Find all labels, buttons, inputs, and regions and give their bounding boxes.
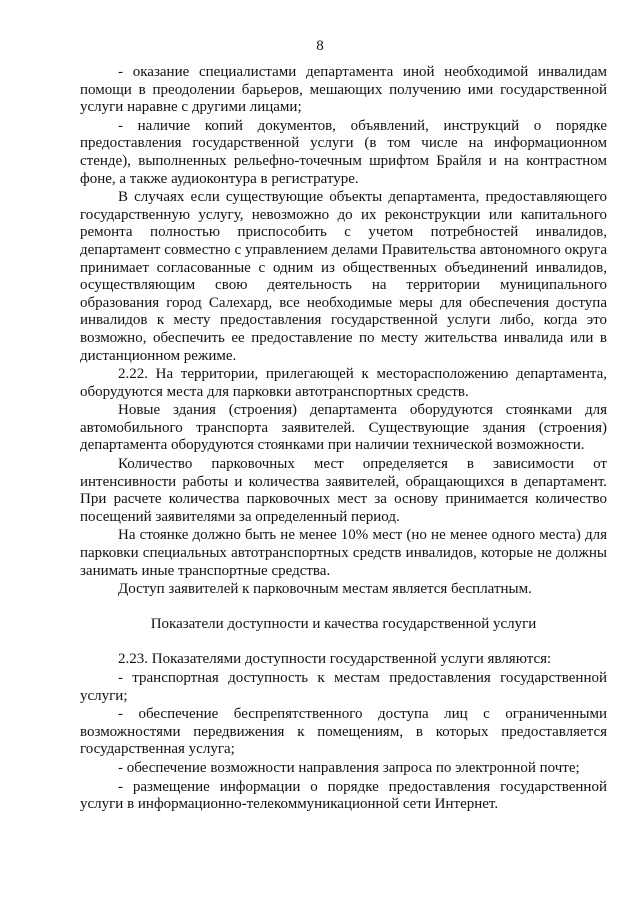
paragraph-disabled-parking: На стоянке должно быть не менее 10% мест (но не менее одного места) для парковки специальных автотранспортных средств инвалидов, которые не должны занимать иные транспортные средства. xyxy=(80,527,607,579)
paragraph-internet-info: - размещение информации о порядке предоставления государственной услуги в информационно-телекоммуникационной сети Интернет. xyxy=(80,778,607,813)
section-heading: Показатели доступности и качества государственной услуги xyxy=(150,615,537,632)
paragraph-parking-count: Количество парковочных мест определяется в зависимости от интенсивности работы и количества заявителей, обращающихся в департамент. При расчете количества парковочных мест за основу принимается количество посещений заявителями за определенный период. xyxy=(80,456,607,525)
paragraph-free-parking: Доступ заявителей к парковочным местам является бесплатным. xyxy=(118,581,532,598)
paragraph-email-requests: - обеспечение возможности направления запроса по электронной почте; xyxy=(118,759,580,776)
page-number: 8 xyxy=(316,38,324,54)
document-body xyxy=(80,64,607,814)
paragraph-braille-copies: - наличие копий документов, объявлений, инструкций о порядке предоставления государственной услуги (в том числе на информационном стенде), выполненных рельефно-точечным шрифтом Брайля и на контрастном фоне, а также аудиоконтура в регистратуре. xyxy=(80,117,607,187)
paragraph-2-23-indicators: 2.23. Показателями доступности государственной услуги являются: xyxy=(118,651,552,668)
paragraph-2-22-parking: 2.22. На территории, прилегающей к месторасположению департамента, оборудуются места для парковки автотранспортных средств. xyxy=(80,366,607,400)
paragraph-transport-access: - транспортная доступность к местам предоставления государственной услуги; xyxy=(80,670,607,704)
paragraph-accessibility-measures: В случаях если существующие объекты департамента, предоставляющего государственную услугу, невозможно до их реконструкции или капитального ремонта полностью приспособить с учетом потребностей инвалидов, департамент совместно с управлением делами Правительства автономного округа принимает согласованные с одним из общественных объединений инвалидов, осуществляющим свою деятельность на территории муниципального образования город Салехард, все необходимые меры для обеспечения доступа инвалидов к месту предоставления государственной услуги либо, когда это возможно, обеспечить ее предоставление по месту жительства инвалида или в дистанционном режиме. xyxy=(80,189,607,364)
paragraph-barrier-free-access: - обеспечение беспрепятственного доступа лиц с ограниченными возможностями передвижения к помещениям, в которых предоставляется государственная услуга; xyxy=(80,706,607,758)
paragraph-new-buildings: Новые здания (строения) департамента оборудуются стоянками для автомобильного транспорта заявителей. Существующие здания (строения) департамента оборудуются стоянками при наличии технической возможности. xyxy=(80,402,607,454)
paragraph-assistance: - оказание специалистами департамента иной необходимой инвалидам помощи в преодолении барьеров, мешающих получению ими государственной услуги наравне с другими лицами; xyxy=(80,64,607,116)
